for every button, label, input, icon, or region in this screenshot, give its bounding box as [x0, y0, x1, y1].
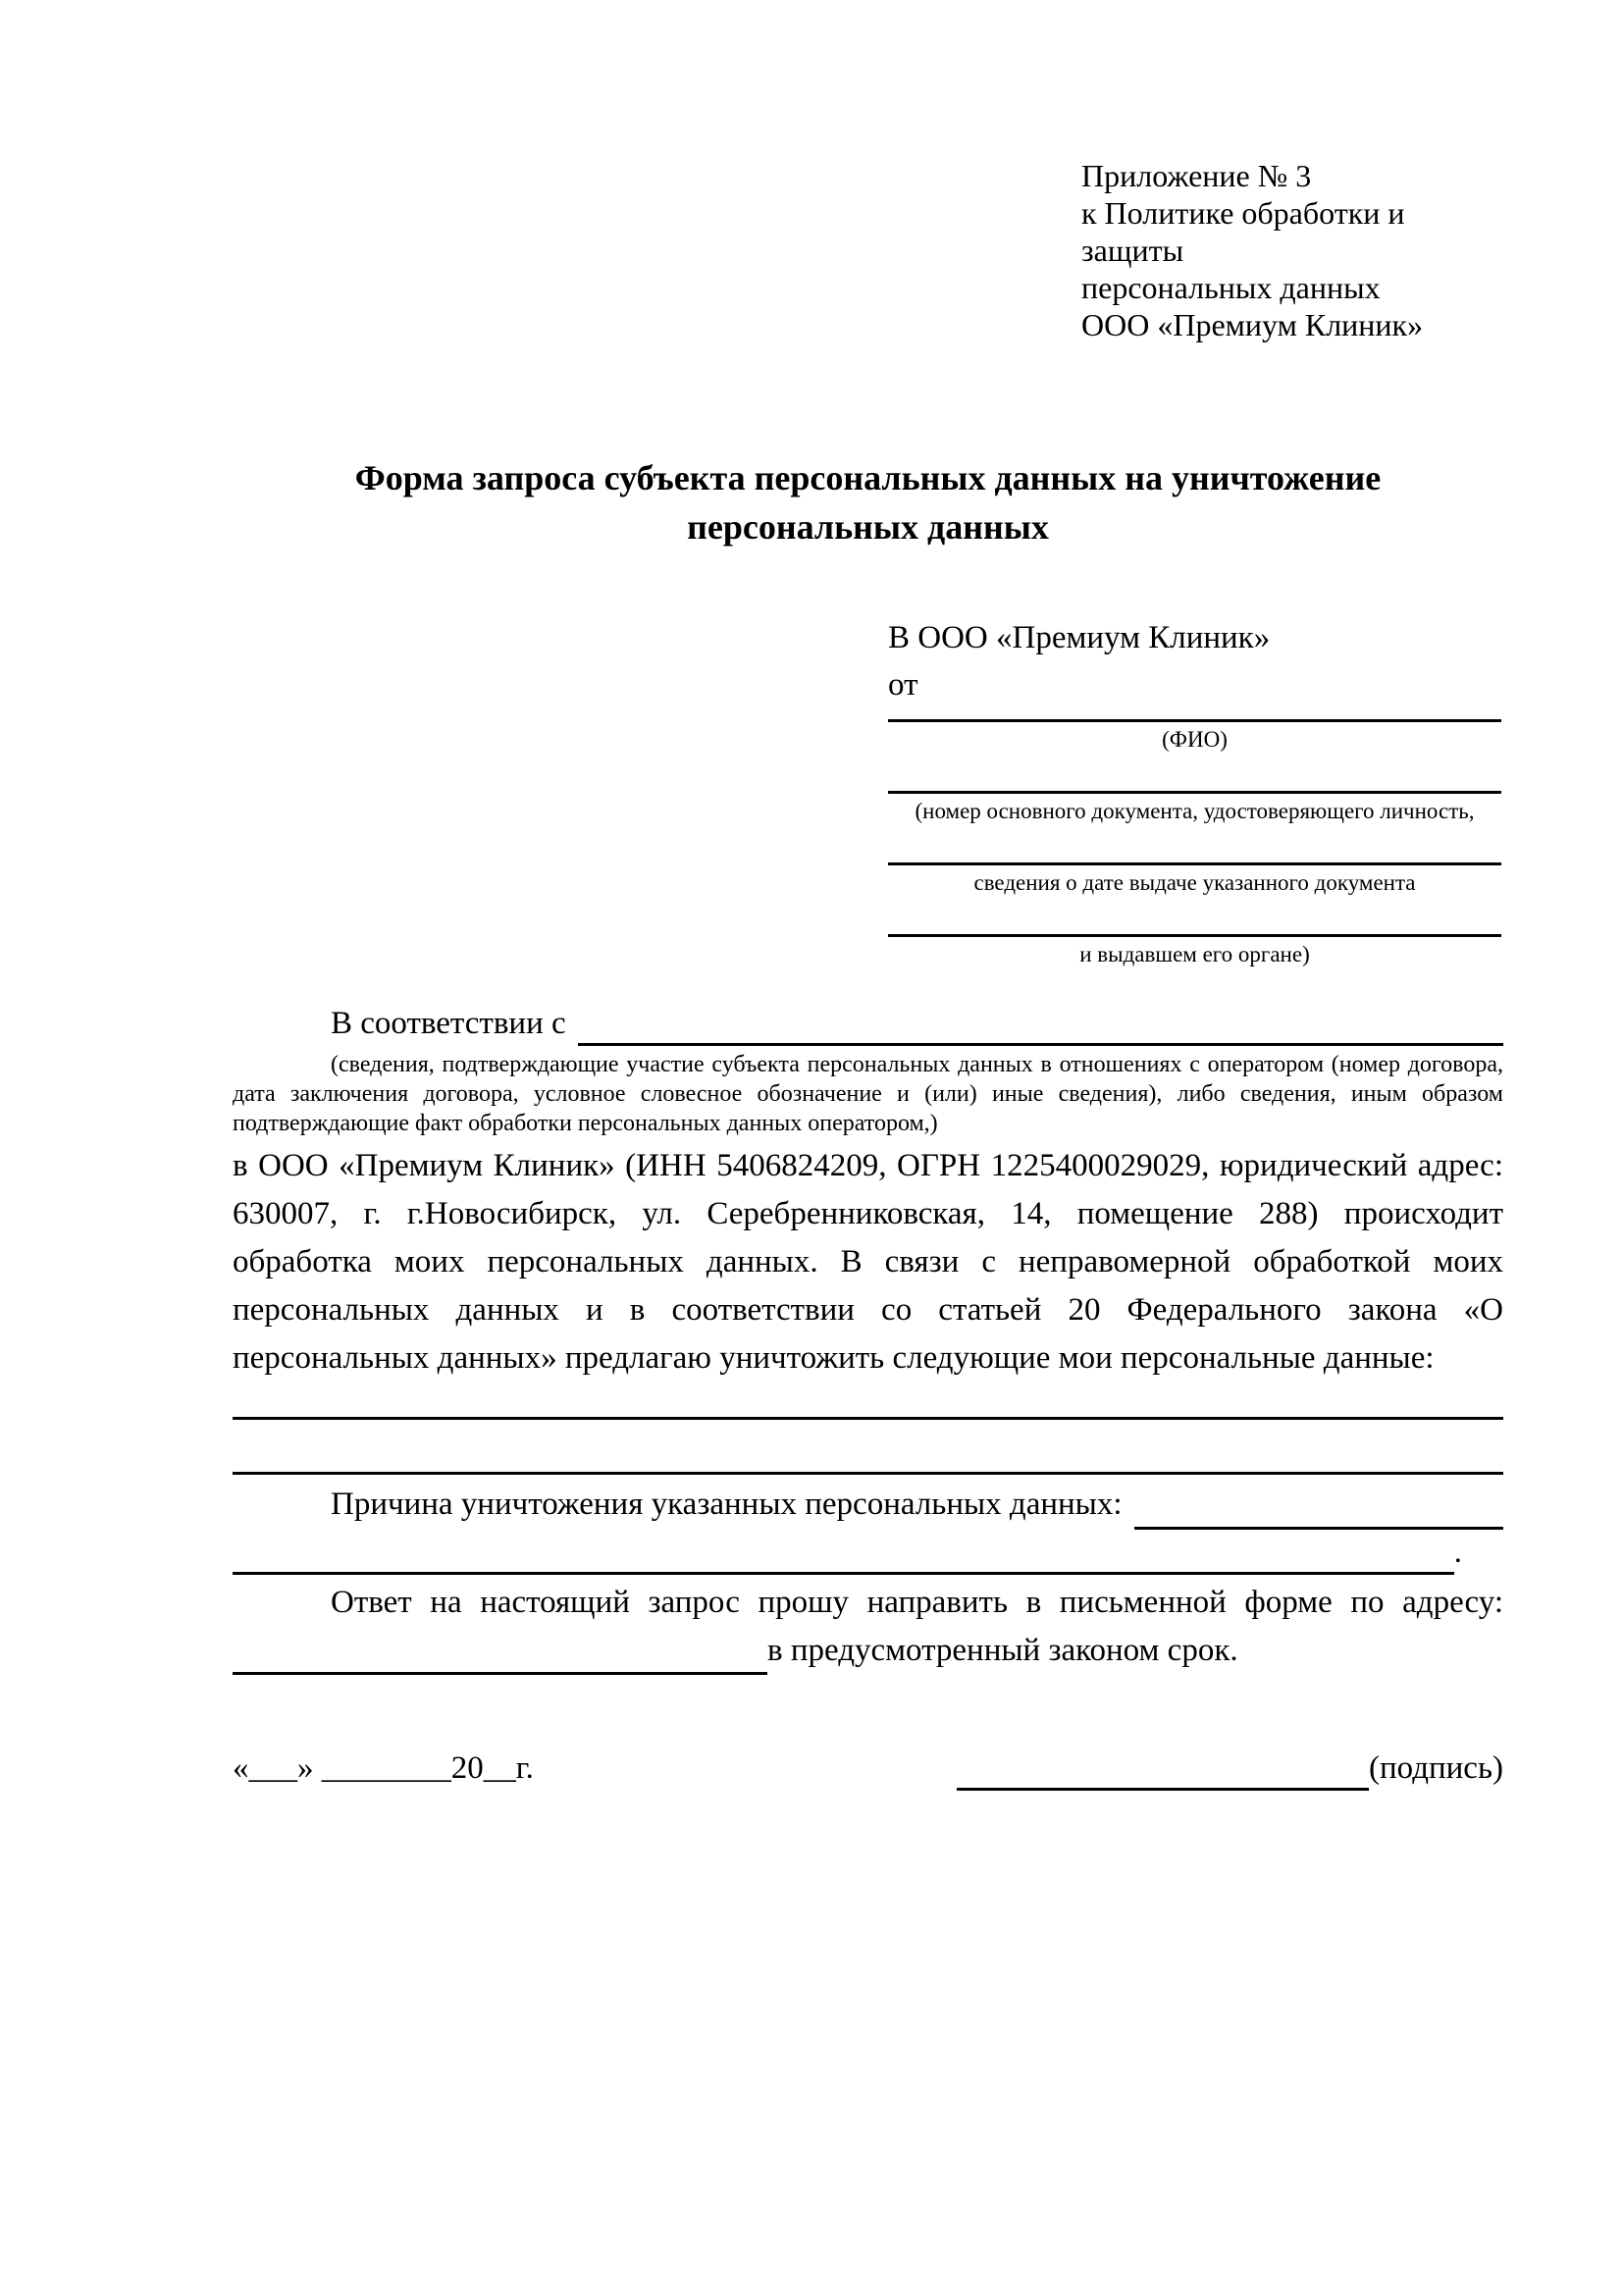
document-number-blank-line: [888, 755, 1501, 794]
document-number-caption: (номер основного документа, удостоверяющего личность,: [915, 799, 1475, 823]
reason-row: [233, 1479, 1503, 1530]
accordance-blank-line: [578, 1043, 1503, 1046]
signature-row: [233, 1746, 1503, 1791]
response-paragraph: Ответ на настоящий запрос прошу направить в письменной форме по адресу:: [331, 1585, 1503, 1620]
appendix-number: Приложение № 3: [1081, 158, 1312, 193]
addressee-block: [888, 614, 1501, 969]
body-paragraph: в ООО «Премиум Клиник» (ИНН 5406824209, ОГРН 1225400029029, юридический адрес: 630007, г. г.Новосибирск, ул. Серебренниковская, 14, помещение 288) происходит обработка моих персональных данных. В связи с неправомерной обработкой моих персональных данных и в соответствии со статьей 20 Федерального закона «О персональных данных» предлагаю уничтожить следующие мои персональные данные:: [233, 1148, 1503, 1376]
issue-date-blank-line: [888, 826, 1501, 865]
appendix-header: [1081, 157, 1503, 343]
signature-group: [957, 1746, 1503, 1791]
accordance-row: [233, 1001, 1503, 1046]
address-row: [233, 1627, 1503, 1675]
issuing-authority-blank-line: [888, 898, 1501, 937]
signature-blank-line: [957, 1751, 1369, 1791]
personal-data-blank-line-1: [233, 1383, 1503, 1420]
issue-date-caption: сведения о дате выдаче указанного документа: [973, 870, 1416, 895]
fio-caption: (ФИО): [1162, 727, 1228, 752]
addressee-to: В ООО «Премиум Клиник»: [888, 620, 1271, 655]
policy-reference-line1: к Политике обработки и защиты: [1081, 195, 1405, 268]
trailing-period: .: [1453, 1535, 1462, 1570]
reason-continuation-blank-line: [233, 1572, 1454, 1575]
document-title: Форма запроса субъекта персональных данных на уничтожение персональных данных: [354, 458, 1382, 547]
reason-blank-line: [1134, 1527, 1503, 1530]
company-name: ООО «Премиум Клиник»: [1081, 307, 1424, 342]
personal-data-blank-line-2: [233, 1420, 1503, 1475]
address-blank-line: [233, 1672, 767, 1675]
reason-continuation-row: [233, 1530, 1503, 1575]
signature-caption: (подпись): [1369, 1750, 1503, 1786]
fio-blank-line: [888, 708, 1501, 722]
addressee-from: от: [888, 667, 918, 703]
issuing-authority-caption: и выдавшем его органе): [1079, 942, 1310, 966]
response-suffix: в предусмотренный законом срок.: [767, 1633, 1238, 1668]
policy-reference-line2: персональных данных: [1081, 270, 1381, 305]
accordance-lead: В соответствии с: [331, 1006, 566, 1041]
date-field: «___» ________20__г.: [233, 1750, 534, 1786]
accordance-note: (сведения, подтверждающие участие субъекта персональных данных в отношениях с оператором (номер договора, дата заключения договора, условное словесное обозначение и (или) иные сведения), либо сведения, иным образом подтверждающие факт обработки персональных данных оператором,): [233, 1052, 1503, 1136]
reason-label: Причина уничтожения указанных персональных данных:: [331, 1487, 1123, 1522]
